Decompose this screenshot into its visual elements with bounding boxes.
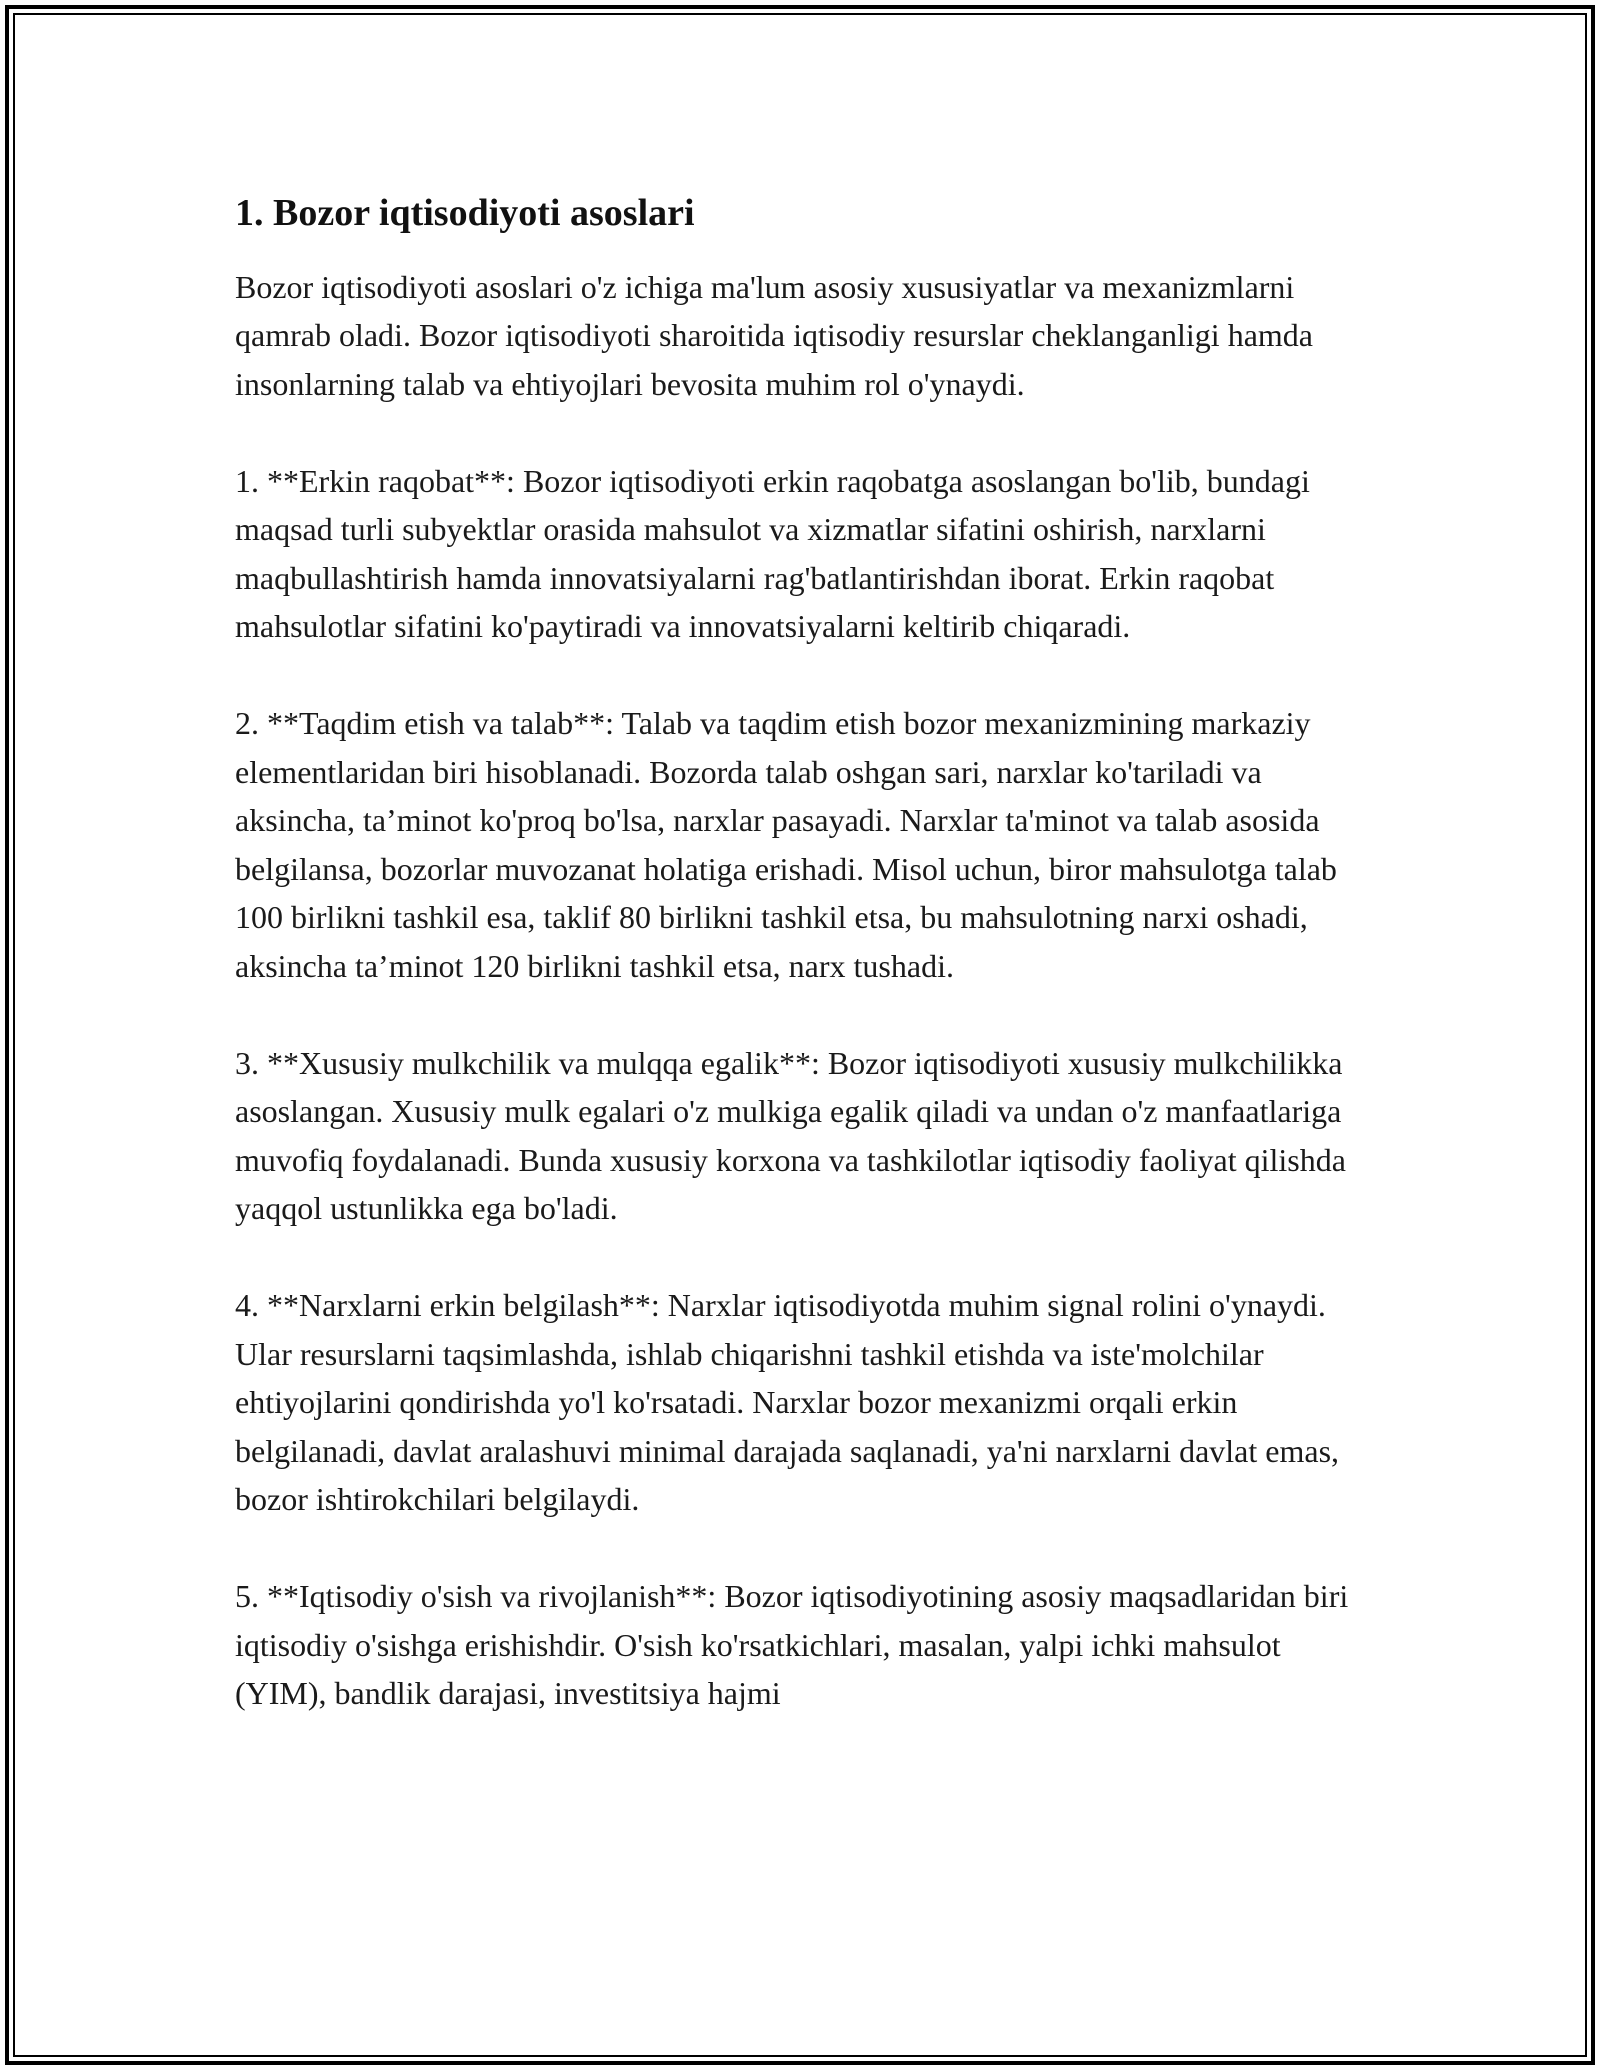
point-1-paragraph: 1. **Erkin raqobat**: Bozor iqtisodiyoti erkin raqobatga asoslangan bo'lib, bundagi maqsad turli subyektlar orasida mahsulot va xizmatlar sifatini oshirish, narxlarni maqbullashtirish hamda innovatsiyalarni rag'batlantirishdan iborat. Erkin raqobat mahsulotlar sifatini ko'paytiradi va innovatsiyalarni keltirib chiqaradi. [235,462,1310,645]
point-3-paragraph: 3. **Xususiy mulkchilik va mulqqa egalik**: Bozor iqtisodiyoti xususiy mulkchilikka asoslangan. Xususiy mulk egalari o'z mulkiga egalik qiladi va undan o'z manfaatlariga muvofiq foydalanadi. Bunda xususiy korxona va tashkilotlar iqtisodiy faoliyat qilishda yaqqol ustunlikka ega bo'ladi. [235,1044,1346,1227]
point-4-paragraph: 4. **Narxlarni erkin belgilash**: Narxlar iqtisodiyotda muhim signal rolini o'ynaydi. Ular resurslarni taqsimlashda, ishlab chiqarishni tashkil etishda va iste'molchilar ehtiyojlarini qondirishda yo'l ko'rsatadi. Narxlar bozor mexanizmi orqali erkin belgilanadi, davlat aralashuvi minimal darajada saqlanadi, ya'ni narxlarni davlat emas, bozor ishtirokchilari belgilaydi. [235,1287,1340,1518]
point-2-paragraph: 2. **Taqdim etish va talab**: Talab va taqdim etish bozor mexanizmining markaziy elementlaridan biri hisoblanadi. Bozorda talab oshgan sari, narxlar ko'tariladi va aksincha, ta’minot ko'proq bo'lsa, narxlar pasayadi. Narxlar ta'minot va talab asosida belgilansa, bozorlar muvozanat holatiga erishadi. Misol uchun, biror mahsulotga talab 100 birlikni tashkil esa, taklif 80 birlikni tashkil etsa, bu mahsulotning narxi oshadi, aksincha ta’minot 120 birlikni tashkil etsa, narx tushadi. [235,705,1337,984]
point-5-paragraph: 5. **Iqtisodiy o'sish va rivojlanish**: Bozor iqtisodiyotining asosiy maqsadlaridan biri iqtisodiy o'sishga erishishdir. O'sish ko'rsatkichlari, masalan, yalpi ichki mahsulot (YIM), bandlik darajasi, investitsiya hajmi [235,1578,1349,1712]
intro-paragraph: Bozor iqtisodiyoti asoslari o'z ichiga ma'lum asosiy xususiyatlar va mexanizmlarni qamrab oladi. Bozor iqtisodiyoti sharoitida iqtisodiy resurslar cheklanganligi hamda insonlarning talab va ehtiyojlari bevosita muhim rol o'ynaydi. [235,268,1313,402]
section-heading: 1. Bozor iqtisodiyoti asoslari [235,192,695,234]
document-body [235,183,1365,1718]
